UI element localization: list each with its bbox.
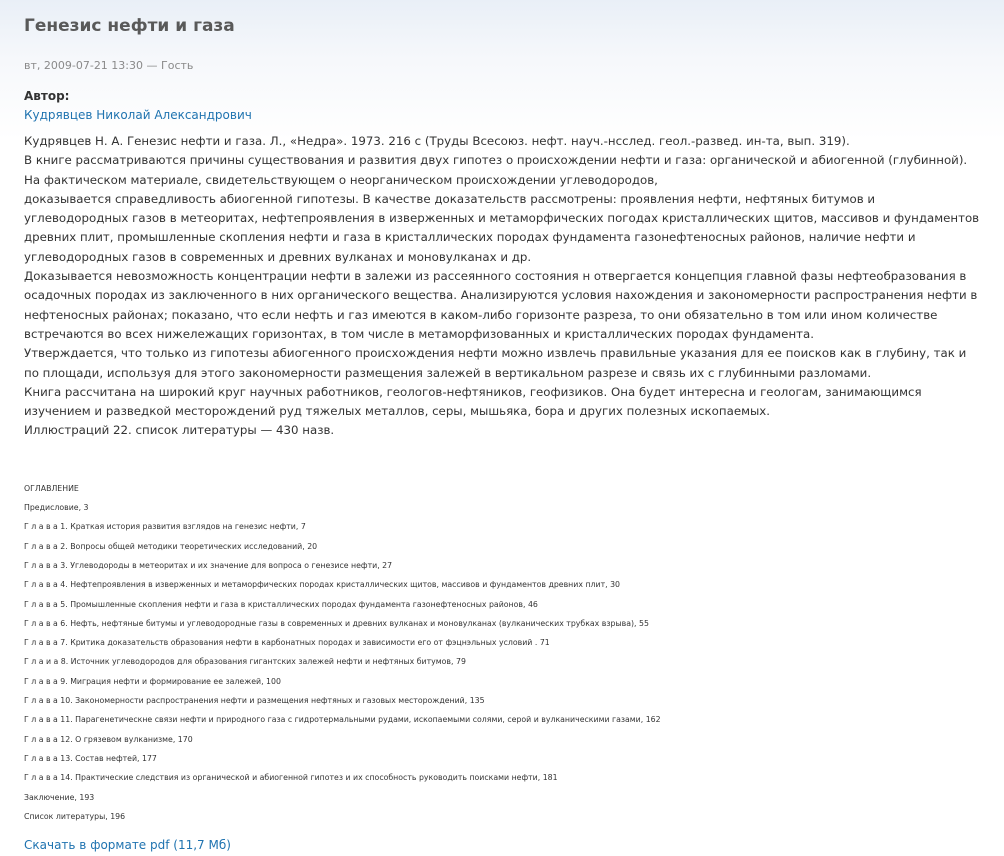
toc-item: Г л а в а 2. Вопросы общей методики теоретических исследований, 20	[24, 541, 318, 551]
download-pdf-link[interactable]: Скачать в формате pdf (11,7 Мб)	[24, 838, 231, 853]
toc-item: Г л а в а 4. Нефтепроявления в изверженных и метаморфических породах кристаллических щитов, массивов и фундаментов древних плит, 30	[24, 580, 621, 590]
toc-item: Г л а в а 14. Практические следствия из органической и абиогенной гипотез и их способность руководить поисками нефти, 181	[24, 773, 558, 783]
toc-item: Г л а в а 5. Промышленные скопления нефти и газа в кристаллических породах фундамента газонефтеносных районов, 46	[24, 599, 538, 609]
article-body	[24, 132, 980, 441]
toc-item: Г л а в а 10. Закономерности распространения нефти и размещения нефтяных и газовых месторождений, 135	[24, 696, 485, 706]
table-of-contents	[24, 479, 980, 826]
toc-item: Заключение, 193	[24, 792, 95, 802]
author-link[interactable]: Кудрявцев Николай Александрович	[24, 108, 252, 122]
toc-item: Г л а в а 12. О грязевом вулканизме, 170	[24, 734, 193, 744]
paragraph: доказывается справедливость абиогенной гипотезы. В качестве доказательств рассмотрены: проявления нефти, нефтяных битумов и углеводородных газов в метеоритах, нефтепроявления в изверженных и метаморфических погодах кристаллических щитов, массивов и фундаментов древних плит, промышленные скопления нефти и газа в кристаллических породах фундамента газонефтеносных районов, наличие нефти и углеводородных газов в современных и древних вулканах и моновулканах и др.	[24, 191, 980, 264]
author-label: Автор:	[24, 89, 70, 103]
paragraph: Утверждается, что только из гипотезы абиогенного происхождения нефти можно извлечь правильные указания для ее поисков как в глубину, так и по площади, используя для этого закономерности размещения залежей в вертикальном разрезе и связь их с глубинными разломами.	[24, 346, 967, 380]
paragraph: В книге рассматриваются причины существования и развития двух гипотез о происхождении нефти и газа: органической и абиогенной (глубинной). На фактическом материале, свидетельствующем о неорганическом происхождении углеводородов,	[24, 153, 968, 187]
post-meta: вт, 2009-07-21 13:30 — Гость	[24, 59, 194, 72]
paragraph: Кудрявцев Н. А. Генезис нефти и газа. Л., «Недра». 1973. 216 с (Труды Всесоюз. нефт. науч.-нсслед. геол.-развед. ин-та, вып. 319).	[24, 134, 850, 148]
paragraph: Книга рассчитана на широкий круг научных работников, геологов-нефтяников, геофизиков. Она будет интересна и геологам, занимающимся изучением и разведкой месторождений руд тяжелых металлов, серы, мышьяка, бора и других полезных ископаемых.	[24, 384, 922, 419]
toc-item: Г л а и а 8. Источник углеводородов для образования гигантских залежей нефти и нефтяных битумов, 79	[24, 657, 466, 667]
toc-item: Г л а в а 3. Углеводороды в метеоритах и их значение для вопроса о генезисе нефти, 27	[24, 560, 393, 570]
toc-item: Г л а в а 1. Краткая история развития взглядов на генезис нефти, 7	[24, 522, 306, 532]
toc-item: Список литературы, 196	[24, 811, 126, 821]
toc-item: Г л а в а 11. Парагенетическне связи нефти и природного газа с гидротермальными рудами, ископаемыми солями, серой и вулканическими газами, 162	[24, 715, 661, 725]
toc-item: Г л а в а 13. Состав нефтей, 177	[24, 753, 157, 763]
toc-heading: ОГЛАВЛЕНИЕ	[24, 483, 79, 493]
toc-item: Г л а в а 9. Миграция нефти и формирование ее залежей, 100	[24, 676, 281, 686]
paragraph: Иллюстраций 22. список литературы — 430 назв.	[24, 423, 335, 438]
toc-item: Предисловие, 3	[24, 503, 89, 513]
paragraph: Доказывается невозможность концентрации нефти в залежи из рассеянного состояния н отвергается концепция главной фазы нефтеобразования в осадочных породах из заключенного в них органического вещества. Анализируются условия нахождения и закономерности распространения нефти в нефтеносных районах; показано, что если нефть и газ имеются в каком-либо горизонте разреза, то они обязательно в том или ином количестве встречаются во всех нижележащих горизонтах, в том числе в метаморфизованных и кристаллических породах фундамента.	[24, 269, 978, 341]
page-title: Генезис нефти и газа	[24, 16, 235, 36]
toc-item: Г л а в а 7. Критика доказательств образования нефти в карбонатных породах и зависимости его от фэцнэльных условий . 71	[24, 638, 550, 648]
toc-item: Г л а в а 6. Нефть, нефтяные битумы и углеводородные газы в современных и древних вулканах и моновулканах (вулканических трубках взрыва), 55	[24, 618, 649, 628]
